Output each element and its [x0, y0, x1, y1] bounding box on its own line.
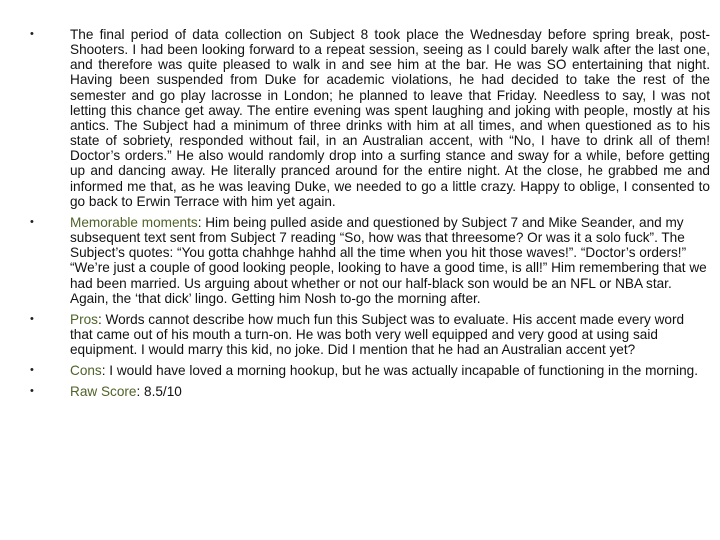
item-text: : Him being pulled aside and questioned by Subject 7 and Mike Seander, and my subsequent text sent from Subject 7 reading “So, how was that threesome? Or was it a solo fuck”. The Subject’s quotes: “You gotta chahhge hahhd all the time when you hit those waves!”. “Doctor’s orders!” “We’re just a couple of good looking people, looking to have a good time, is all!” Him remembering that we had been married. Us arguing about whether or not our half-black son would be an NFL or NBA star. Again, the ‘that dick’ lingo. Getting him Nosh to-go the morning after.: [70, 214, 707, 306]
paragraph-text: The final period of data collection on Subject 8 took place the Wednesday before spring break, post-Shooters. I had been looking forward to a repeat session, seeing as I could barely walk after the last one, and therefore was quite pleased to walk in and see him at the bar. He was SO entertaining that night. Having been suspended from Duke for academic violations, he had decided to take the rest of the semester and go play lacrosse in London; he planned to leave that Friday. Needless to say, I was not letting this chance get away. The entire evening was spent laughing and joking with people, mostly at his antics. The Subject had a minimum of three drinks with him at all times, and when questioned as to his state of sobriety, responded without fail, in an Australian accent, with “No, I have to drink all of them! Doctor’s orders.” He also would randomly drop into a surfing stance and sway for a while, before getting up and dancing away. He literally pranced around for the entire night. At the close, he grabbed me and informed me that, as he was leaving Duke, we needed to go a little crazy. Happy to oblige, I consented to go back to Erwin Terrace with him yet again.: [70, 27, 710, 209]
bullet-icon: •: [30, 215, 34, 228]
item-label: Raw Score: [70, 384, 137, 400]
list-item: [30, 27, 710, 209]
item-text: : Words cannot describe how much fun this Subject was to evaluate. His accent made every word that came out of his mouth a turn-on. He was both very well equipped and very good at using said equipment. I would marry this kid, no joke. Did I mention that he had an Australian accent yet?: [70, 311, 685, 358]
item-text: : 8.5/10: [136, 384, 182, 400]
bullet-list: [30, 27, 710, 406]
list-item: [30, 312, 710, 357]
list-item: [30, 384, 710, 399]
item-label: Memorable moments: [70, 214, 198, 230]
item-label: Cons: [70, 363, 102, 379]
bullet-icon: •: [30, 312, 34, 325]
bullet-icon: •: [30, 364, 34, 377]
bullet-icon: •: [30, 28, 34, 40]
item-label: Pros: [70, 311, 98, 327]
list-item: [30, 215, 710, 306]
item-text: : I would have loved a morning hookup, but he was actually incapable of functioning in the morning.: [101, 363, 698, 379]
list-item: [30, 363, 710, 378]
bullet-icon: •: [30, 385, 34, 398]
